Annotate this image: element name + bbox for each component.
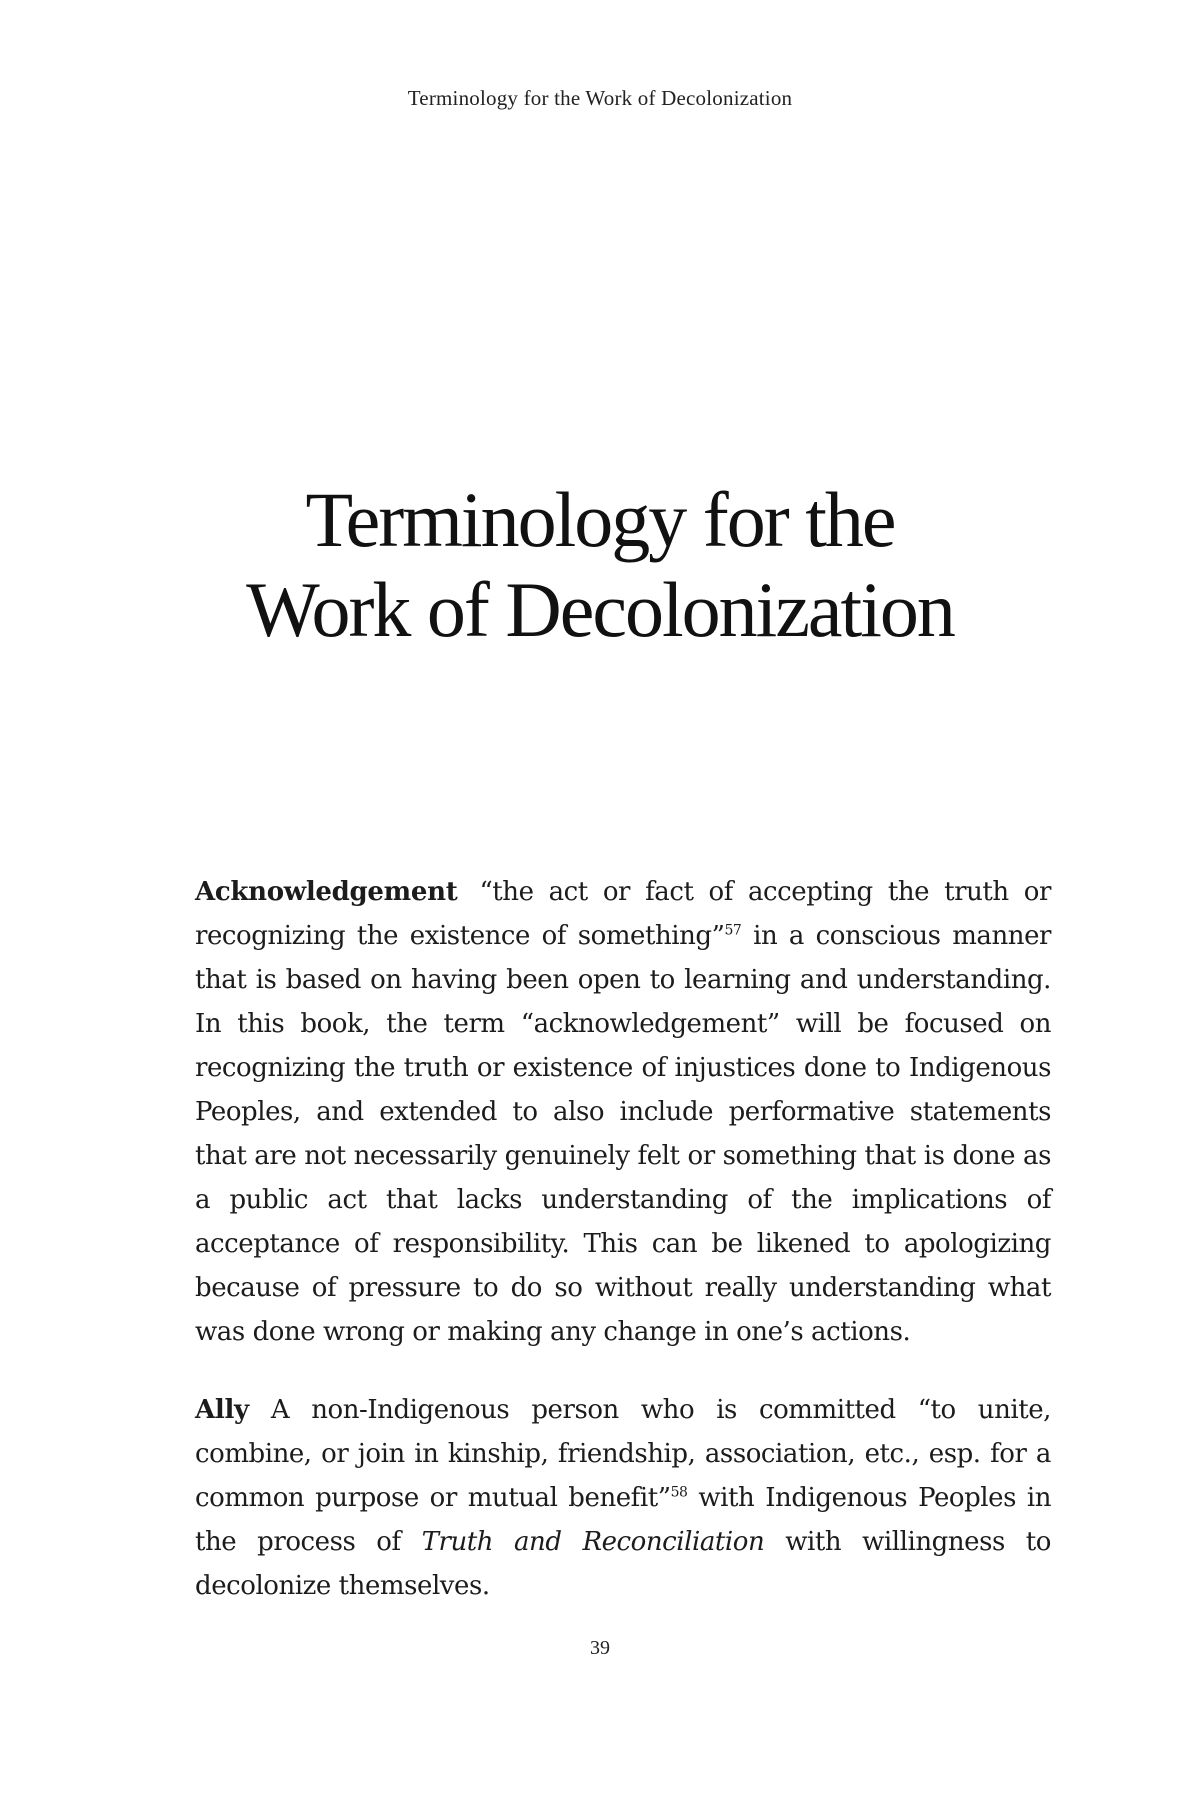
- entry-acknowledgement: [195, 870, 1051, 1354]
- definition-ally-part-1: A non-Indigenous person who is committed “to unite, combine, or join in kinship, friendship, association, etc., esp. for a common purpose or mutual benefit”: [195, 1395, 1051, 1513]
- page-number: 39: [590, 1637, 610, 1659]
- chapter-title-line-1: Terminology for the: [305, 476, 895, 563]
- entry-ally: [195, 1388, 1051, 1608]
- chapter-title-line-2: Work of Decolonization: [246, 566, 954, 653]
- footnote-marker-57: 57: [724, 922, 742, 939]
- chapter-title: [0, 475, 1200, 655]
- term-ally: Ally: [195, 1395, 249, 1425]
- definition-ally-part-2: with Indigenous Peoples in the process of: [195, 1483, 1052, 1557]
- definition-ally-italic-phrase: Truth and Reconciliation: [421, 1527, 765, 1557]
- running-head: Terminology for the Work of Decolonization: [407, 86, 793, 110]
- term-acknowledgement: Acknowledgement: [195, 877, 458, 907]
- footnote-marker-58: 58: [670, 1484, 688, 1501]
- definition-ally-part-3: with willingness to decolonize themselves.: [195, 1527, 1051, 1601]
- definition-acknowledgement-part-1: “the act or fact of accepting the truth or recognizing the existence of something”: [195, 877, 1051, 951]
- glossary-entries: [195, 870, 1051, 1642]
- definition-acknowledgement-part-2: in a conscious manner that is based on having been open to learning and understanding. In this book, the term “acknowledgement” will be focused on recognizing the truth or existence of injustices done to Indigenous Peoples, and extended to also include performative statements that are not necessarily genuinely felt or something that is done as a public act that lacks understanding of the implications of acceptance of responsibility. This can be likened to apologizing because of pressure to do so without really understanding what was done wrong or making any change in one’s actions.: [195, 921, 1051, 1347]
